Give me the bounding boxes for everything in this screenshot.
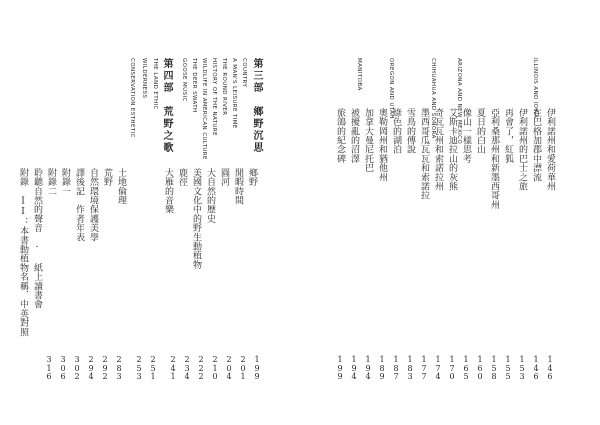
back-matter-entry: 譯後記 作者年表 <box>74 168 84 242</box>
page-number: 204 <box>226 355 232 381</box>
page-number: 199 <box>337 355 343 381</box>
toc-entry-english: COUNTRY <box>241 58 247 88</box>
toc-entry-chinese: 像山一樣思考 <box>461 108 471 164</box>
toc-entry-chinese: 自然環境保護美學 <box>88 168 98 242</box>
toc-entry-chinese: 鄉野 <box>247 168 257 187</box>
toc-entry-english: HISTORY OF THE NATURE <box>211 58 217 137</box>
page-number: 201 <box>240 355 246 381</box>
right-page <box>300 0 600 425</box>
toc-entry-chinese: 大自然的歷史 <box>205 168 215 224</box>
page-number: 222 <box>198 355 204 381</box>
toc-entry-chinese: 加拿大曼尼托巴 <box>363 108 373 173</box>
page-number: 177 <box>421 355 427 381</box>
toc-entry-chinese: 伊利諾州的巴士之旅 <box>517 108 527 191</box>
toc-entry-english: THE DEER SWATH <box>191 58 197 113</box>
toc-entry-chinese: 被擾亂的沼澤 <box>349 108 359 164</box>
toc-entry-chinese: 墨西哥瓜瓦瓦和索諾拉 <box>419 108 429 200</box>
page-number: 199 <box>254 355 260 381</box>
toc-entry-chinese: 伊利諾州和愛荷華州 <box>545 108 555 191</box>
toc-entry-chinese: 綠色的湖泊 <box>391 108 401 154</box>
page-number: 165 <box>463 355 469 381</box>
page-number: 160 <box>477 355 483 381</box>
toc-entry-chinese: 夏日的白山 <box>475 108 485 154</box>
toc-entry-english: WILDERNESS <box>141 58 147 99</box>
page-number: 155 <box>505 355 511 381</box>
region-heading-english: CHIHUAHUA AND SONORA <box>430 58 436 139</box>
region-heading-english: ILLINOIS AND IOWA <box>532 58 538 119</box>
page-number: 251 <box>150 355 156 381</box>
part4-heading: 第四部 荒野之歌 <box>161 58 172 154</box>
page-number: 210 <box>212 355 218 381</box>
toc-entry-chinese: 亞利桑那州和新墨西哥州 <box>489 108 499 210</box>
page-number: 292 <box>102 355 108 381</box>
toc-entry-chinese: 大雁的音樂 <box>163 168 173 214</box>
toc-entry-chinese: 在巴格加郡中漂流 <box>531 108 541 182</box>
toc-entry-english: GOOSE MUSIC <box>181 58 187 102</box>
page-number: 194 <box>351 355 357 381</box>
region-heading-english: OREGON AND UTAH <box>388 58 394 119</box>
page-number: 158 <box>491 355 497 381</box>
page-number: 189 <box>379 355 385 381</box>
page-number: 294 <box>88 355 94 381</box>
toc-entry-chinese: 鹿徑 <box>177 168 187 187</box>
page-number: 153 <box>519 355 525 381</box>
toc-entry-english: THE LAND ETHIC <box>152 58 158 110</box>
toc-entry-chinese: 雪鳥的傳說 <box>405 108 415 154</box>
page-number: 253 <box>136 355 142 381</box>
page-number: 146 <box>533 355 539 381</box>
back-matter-entry: 附錄 II：本書動植物名稱．中英對照 <box>18 168 28 337</box>
page-number: 306 <box>60 355 66 381</box>
page-number: 194 <box>365 355 371 381</box>
toc-entry-chinese: 奧勒岡州和猶他州 <box>377 108 387 182</box>
toc-entry-english: CONSERVATION ESTHETIC <box>129 58 135 138</box>
toc-entry-english: THE ROUND RIVER <box>221 58 227 116</box>
toc-entry-chinese: 旅鴿的紀念碑 <box>335 108 345 164</box>
part3-heading: 第三部 鄉野沉思 <box>251 58 262 154</box>
toc-entry-chinese: 圓河 <box>219 168 229 187</box>
toc-entry-chinese: 荒野 <box>102 168 112 187</box>
page-number: 234 <box>184 355 190 381</box>
toc-entry-english: WILDLIFE IN AMERICAN CULTURE <box>201 58 207 160</box>
toc-entry-chinese: 土地倫理 <box>116 168 126 205</box>
page-number: 316 <box>46 355 52 381</box>
page-number: 283 <box>116 355 122 381</box>
toc-entry-chinese: 艾斯卡迪拉山的灰熊 <box>447 108 457 191</box>
region-heading-english: MANITOBA <box>356 58 362 91</box>
page-number: 187 <box>393 355 399 381</box>
page-number: 241 <box>170 355 176 381</box>
region-heading-english: ARIZONA AND NEW MEXICO <box>456 58 462 145</box>
toc-entry-chinese: 美國文化中的野生動植物 <box>191 168 201 270</box>
back-matter-entry: 聆聽自然的聲音 · 紙上讀書會 <box>32 168 42 309</box>
toc-entry-chinese: 奇瓦瓦州和索諾拉州 <box>433 108 443 191</box>
toc-entry-chinese: 再會了，紅狐 <box>503 108 513 164</box>
toc-entry-chinese: 閒暇時間 <box>233 168 243 205</box>
page-number: 183 <box>407 355 413 381</box>
toc-entry-english: A MAN'S LEISURE TIME <box>231 58 237 129</box>
back-matter-entry: 附錄二 <box>46 168 56 196</box>
page-number: 146 <box>547 355 553 381</box>
page-number: 174 <box>435 355 441 381</box>
page-number: 302 <box>74 355 80 381</box>
page-number: 170 <box>449 355 455 381</box>
back-matter-entry: 附錄一 <box>60 168 70 196</box>
